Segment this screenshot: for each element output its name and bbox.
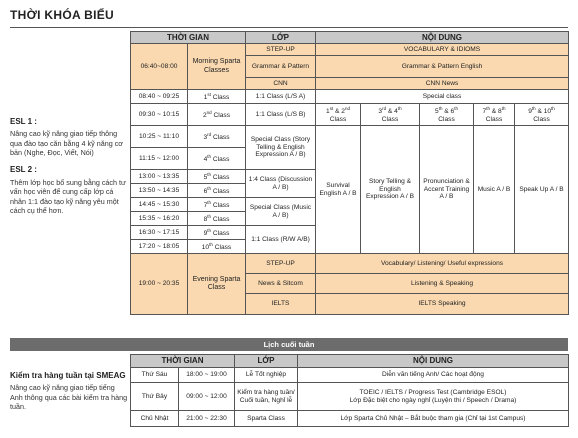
class-number: 7th Class: [188, 198, 246, 212]
special-class: Special class: [316, 90, 569, 104]
class-type: 1:1 Class (L/S A): [246, 90, 316, 104]
group-header: 1st & 2nd Class: [316, 104, 361, 126]
time-slot: 09:30 ~ 10:15: [131, 104, 188, 126]
vocab-listening: Vocabulary/ Listening/ Useful expressions: [316, 254, 569, 274]
time-slot: 16:30 ~ 17:15: [131, 226, 188, 240]
class-number: 8th Class: [188, 212, 246, 226]
group-header: 3rd & 4th Class: [361, 104, 420, 126]
esl-description: [10, 117, 128, 215]
esl2-title: ESL 2 :: [10, 165, 37, 175]
time-slot: 10:25 ~ 11:10: [131, 126, 188, 148]
weekend-desc: Nâng cao kỹ năng giao tiếp tiếng Anh thông qua các bài kiểm tra hàng tuần.: [10, 383, 128, 412]
stepup-evening: STEP-UP: [246, 254, 316, 274]
class-number: 9th Class: [188, 226, 246, 240]
vocab-content: VOCABULARY & IDIOMS: [316, 44, 569, 56]
pronunciation: Pronunciation & Accent Training A / B: [420, 126, 474, 254]
evening-label: Evening Sparta Class: [188, 254, 246, 315]
time-slot: 14:45 ~ 15:30: [131, 198, 188, 212]
class-number: 10th Class: [188, 240, 246, 254]
group-header: 5th & 6th Class: [420, 104, 474, 126]
col-header-class: LỚP: [246, 32, 316, 44]
weekend-content: Lớp Sparta Chủ Nhật – Bắt buộc tham gia (Chỉ tại 1st Campus): [298, 411, 569, 427]
esl2-desc: Thêm lớp học bổ sung bằng cách tư vấn học viên để cung cấp lớp cá nhân 1:1 đào tạo kỹ năng yêu một cách cụ thể hơn.: [10, 177, 126, 215]
stepup-class: STEP-UP: [246, 44, 316, 56]
weekend-content: TOEIC / IELTS / Progress Test (Cambridge ESOL) Lớp Đặc biệt cho ngày nghỉ (Luyện thi / Speech / Drama): [298, 383, 569, 411]
grammar-content: Grammar & Pattern English: [316, 56, 569, 78]
weekend-class: Lễ Tốt nghiệp: [235, 368, 298, 383]
time-slot: 13:50 ~ 14:35: [131, 184, 188, 198]
col-header-content: NỘI DUNG: [316, 32, 569, 44]
time-slot: 15:35 ~ 16:20: [131, 212, 188, 226]
weekend-header-time: THỜI GIAN: [131, 355, 235, 368]
class-number: 1st Class: [188, 90, 246, 104]
evening-time: 19:00 ~ 20:35: [131, 254, 188, 315]
rw-class: 1:1 Class (R/W A/B): [246, 226, 316, 254]
weekend-time: 09:00 ~ 12:00: [179, 383, 235, 411]
morning-time: 06:40~08:00: [131, 44, 188, 90]
weekend-class: Kiểm tra hàng tuần/ Cuối tuần, Nghỉ lễ: [235, 383, 298, 411]
weekend-day: Chủ Nhật: [131, 411, 179, 427]
story-telling: Story Telling & English Expression A / B: [361, 126, 420, 254]
class-number: 6th Class: [188, 184, 246, 198]
esl1-desc: Nâng cao kỹ năng giao tiếp thông qua đào tạo căn bằng 4 kỹ năng cơ bản (Nghe, Đọc, Viết, Nói): [10, 129, 124, 158]
time-slot: 08:40 ~ 09:25: [131, 90, 188, 104]
time-slot: 17:20 ~ 18:05: [131, 240, 188, 254]
weekend-bar: Lịch cuối tuần: [10, 338, 568, 351]
page-title: THỜI KHÓA BIỂU: [10, 8, 114, 22]
weekend-day: Thứ Sáu: [131, 368, 179, 383]
class-number: 2nd Class: [188, 104, 246, 126]
music-class: Special Class (Music A / B): [246, 198, 316, 226]
ielts-speaking: IELTS Speaking: [316, 294, 569, 315]
news-sitcom: News & Sitcom: [246, 274, 316, 294]
morning-label: Morning Sparta Classes: [188, 44, 246, 90]
weekend-title: Kiểm tra hàng tuần tại SMEAG: [10, 371, 126, 380]
weekend-class: Sparta Class: [235, 411, 298, 427]
survival-english: Survival English A / B: [316, 126, 361, 254]
weekend-content: Diễn văn tiếng Anh/ Các hoạt động: [298, 368, 569, 383]
speak-up: Speak Up A / B: [515, 126, 569, 254]
group-header: 7th & 8th Class: [474, 104, 515, 126]
discussion-class: 1:4 Class (Discussion A / B): [246, 170, 316, 198]
ielts-class: IELTS: [246, 294, 316, 315]
col-header-time: THỜI GIAN: [131, 32, 246, 44]
cnn-content: CNN News: [316, 78, 569, 90]
weekend-day: Thứ Bảy: [131, 383, 179, 411]
class-type: 1:1 Class (L/S B): [246, 104, 316, 126]
weekend-header-content: NỘI DUNG: [298, 355, 569, 368]
listening-speaking: Listening & Speaking: [316, 274, 569, 294]
class-number: 4th Class: [188, 148, 246, 170]
weekday-schedule-table: [130, 31, 569, 315]
class-number: 5th Class: [188, 170, 246, 184]
weekend-description: [10, 371, 128, 411]
weekend-time: 21:00 ~ 22:30: [179, 411, 235, 427]
group-header: 9th & 10th Class: [515, 104, 569, 126]
music: Music A / B: [474, 126, 515, 254]
esl1-title: ESL 1 :: [10, 117, 37, 126]
weekend-time: 18:00 ~ 19:00: [179, 368, 235, 383]
title-rule: [10, 27, 568, 28]
grammar-class: Grammar & Pattern: [246, 56, 316, 78]
time-slot: 13:00 ~ 13:35: [131, 170, 188, 184]
time-slot: 11:15 ~ 12:00: [131, 148, 188, 170]
weekend-header-class: LỚP: [235, 355, 298, 368]
weekend-schedule-table: [130, 354, 569, 427]
cnn-class: CNN: [246, 78, 316, 90]
story-class: Special Class (Story Telling & English Expression A / B): [246, 126, 316, 170]
class-number: 3rd Class: [188, 126, 246, 148]
